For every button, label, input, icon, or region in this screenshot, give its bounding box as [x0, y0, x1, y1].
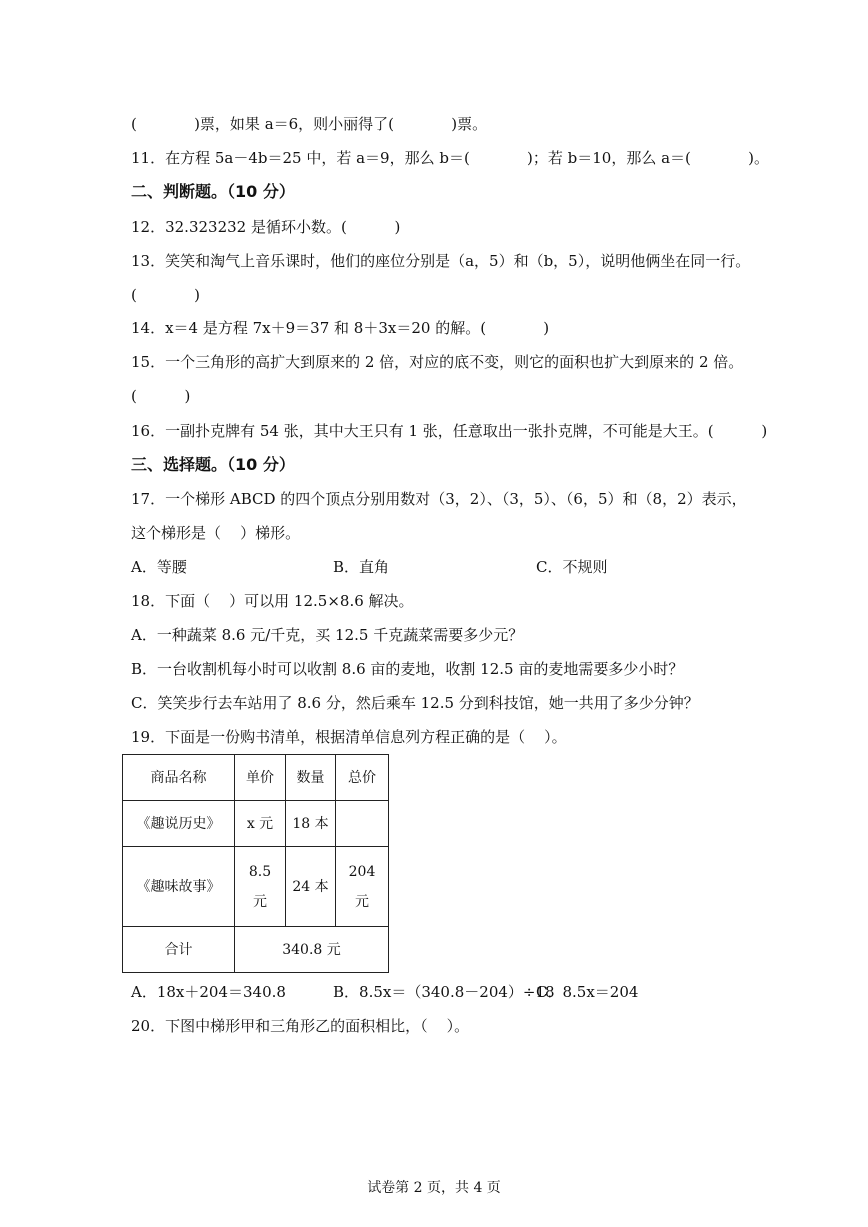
table-cell: 《趣味故事》: [123, 847, 235, 927]
table-header-cell: 商品名称: [123, 755, 235, 801]
table-cell: 24 本: [286, 847, 336, 927]
question-19-option-b: B．8.5x＝（340.8－204）÷18: [333, 983, 555, 1001]
question-10-continuation: ( )票，如果 a＝6，则小丽得了( )票。: [131, 115, 488, 133]
question-17-option-b: B．直角: [333, 558, 390, 576]
question-18-option-a: A．一种蔬菜 8.6 元/千克，买 12.5 千克蔬菜需要多少元？: [131, 626, 524, 644]
table-cell: [336, 801, 389, 847]
table-row: [123, 847, 389, 927]
question-18: 18．下面（ ）可以用 12.5×8.6 解决。: [131, 592, 414, 610]
table-cell: x 元: [235, 801, 286, 847]
purchase-table: [122, 754, 389, 973]
question-20: 20．下图中梯形甲和三角形乙的面积相比，（ ）。: [131, 1017, 470, 1035]
table-total-value: 340.8 元: [235, 927, 389, 973]
question-17-option-c: C．不规则: [536, 558, 608, 576]
question-11: 11．在方程 5a－4b＝25 中，若 a＝9，那么 b＝( )；若 b＝10，那么 a＝( )。: [131, 149, 769, 167]
table-header-cell: 总价: [336, 755, 389, 801]
question-18-option-b: B．一台收割机每小时可以收割 8.6 亩的麦地，收割 12.5 亩的麦地需要多少小时？: [131, 660, 684, 678]
question-17: 17．一个梯形 ABCD 的四个顶点分别用数对（3，2）、（3，5）、（6，5）和（8，2）表示，: [131, 490, 747, 508]
table-cell: 18 本: [286, 801, 336, 847]
table-row: [123, 927, 389, 973]
question-14: 14．x＝4 是方程 7x＋9＝37 和 8＋3x＝20 的解。( ): [131, 319, 550, 337]
table-cell: 8.5 元: [235, 847, 286, 927]
question-15: 15．一个三角形的高扩大到原来的 2 倍，对应的底不变，则它的面积也扩大到原来的 2 倍。: [131, 353, 744, 371]
question-16: 16．一副扑克牌有 54 张，其中大王只有 1 张，任意取出一张扑克牌，不可能是大王。( ): [131, 422, 768, 440]
table-header-cell: 数量: [286, 755, 336, 801]
question-15-answer: ( ): [131, 387, 191, 405]
question-19-option-c: C．8.5x＝204: [536, 983, 639, 1001]
table-row: [123, 801, 389, 847]
page-footer: 试卷第 2 页，共 4 页: [367, 1180, 501, 1196]
question-19: 19．下面是一份购书清单，根据清单信息列方程正确的是（ ）。: [131, 728, 567, 746]
table-row: [123, 755, 389, 801]
question-18-option-c: C．笑笑步行去车站用了 8.6 分，然后乘车 12.5 分到科技馆，她一共用了多少分钟？: [131, 694, 699, 712]
table-header-cell: 单价: [235, 755, 286, 801]
table-total-label: 合计: [123, 927, 235, 973]
question-19-option-a: A．18x＋204＝340.8: [131, 983, 286, 1001]
table-cell: 《趣说历史》: [123, 801, 235, 847]
table-cell: 204 元: [336, 847, 389, 927]
question-13-answer: ( ): [131, 286, 200, 304]
question-12: 12．32.323232 是循环小数。( ): [131, 218, 401, 236]
question-13: 13．笑笑和淘气上音乐课时，他们的座位分别是（a，5）和（b，5），说明他俩坐在同一行。: [131, 252, 751, 270]
question-17-option-a: A．等腰: [131, 558, 187, 576]
section-judgment-heading: 二、判断题。（10 分）: [131, 182, 295, 201]
section-choice-heading: 三、选择题。（10 分）: [131, 455, 295, 474]
question-17-line2: 这个梯形是（ ）梯形。: [131, 524, 301, 542]
